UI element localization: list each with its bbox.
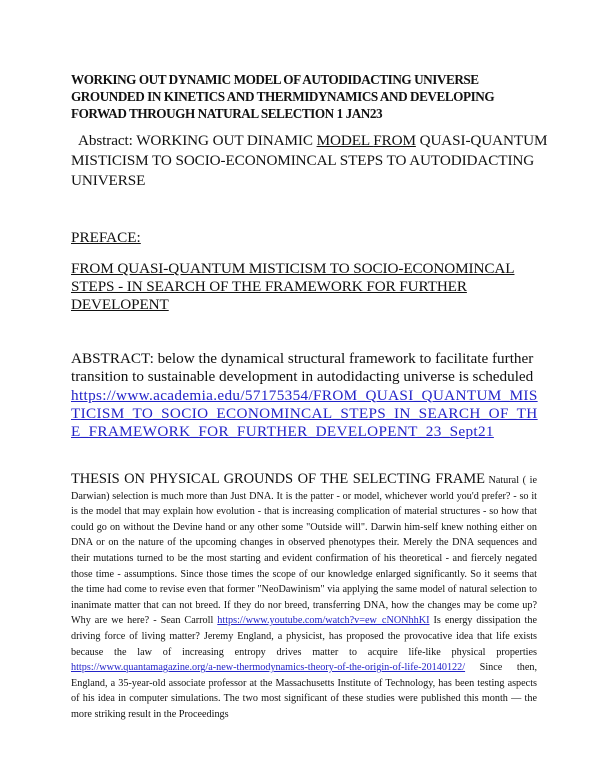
abstract-prefix: Abstract: WORKING OUT DINAMIC (78, 132, 317, 149)
abstract-model-word: MODEL (316, 132, 370, 149)
thesis-body-2: Is energy dissipation the driving force of living matter? Jeremy England, a physicist, has proposed the provocative idea that life exists because the law of increasing entropy drives matter to acquire life-like physical properties (71, 615, 537, 658)
abstract-summary (71, 131, 551, 191)
preface-heading: PREFACE: (71, 229, 141, 246)
academia-link[interactable]: https://www.academia.edu/57175354/FROM_QUASI_QUANTUM_MISTICISM_TO_SOCIO_ECONOMINCAL_STEPS_IN_SEARCH_OF_THE_FRAMEWORK_FOR_FURTHER_DEVELOPENT_23_Sept21 (71, 386, 538, 441)
abstract-rest: QUASI-QUANTUM MISTICISM TO SOCIO-ECONOMINCAL STEPS TO AUTODIDACTING UNIVERSE (71, 132, 548, 189)
document-title: WORKING OUT DYNAMIC MODEL OF AUTODIDACTING UNIVERSE GROUNDED IN KINETICS AND THERMIDYNAMICS AND DEVELOPING FORWAD THROUGH NATURAL SELECTION 1 JAN23 (71, 72, 495, 122)
thesis-body-3: Since then, England, a 35-year-old associate professor at the Massachusetts Institute of Technology, has been testing aspects of his idea in computer simulations. The two most significant of these studies were published this month — the more striking result in the Proceedings (71, 662, 537, 720)
abstract-section (71, 350, 541, 441)
abstract-from-word: FROM (373, 132, 416, 149)
quantamagazine-link[interactable]: https://www.quantamagazine.org/a-new-thermodynamics-theory-of-the-origin-of-life-20140122/ (71, 662, 466, 674)
abstract-text: ABSTRACT: below the dynamical structural framework to facilitate further transition to sustainable development in autodidacting universe is scheduled (71, 350, 534, 386)
thesis-body-1: Natural ( ie Darwian) selection is much more than Just DNA. It is the patter - or model, whichever world you'd prefer? - so it is the model that may explain how evolution - that is increasing complication of material structures - so how that could go on without the Devine hand or any other some "Outside will". Darwin him-self knew nothing either on DNA or on the nature of the upcoming changes in observed phenotypes their. Merely the DNA sequences and their mutations turned to be the most starting and evident confirmation of his theoretical - and fiercely negated those time - assumptions. Since those times the scope of our knowledge enlarged significantly. So it seems that the time had come to revise even that former "NeoDawinism" via applying the same model of natural selection to inanimate matter that can not breed. If they do nor breed, transferring DNA, how the changes may be come up? Why are we here? - Sean Carroll (71, 475, 537, 627)
thesis-section (71, 472, 537, 723)
youtube-link[interactable]: https://www.youtube.com/watch?v=ew_cNONhhKI (217, 615, 430, 627)
preface-subtitle: FROM QUASI-QUANTUM MISTICISM TO SOCIO-ECONOMINCAL STEPS - IN SEARCH OF THE FRAMEWORK FOR FURTHER DEVELOPENT (71, 260, 515, 313)
thesis-heading: THESIS ON PHYSICAL GROUNDS OF THE SELECTING FRAME (71, 471, 485, 487)
